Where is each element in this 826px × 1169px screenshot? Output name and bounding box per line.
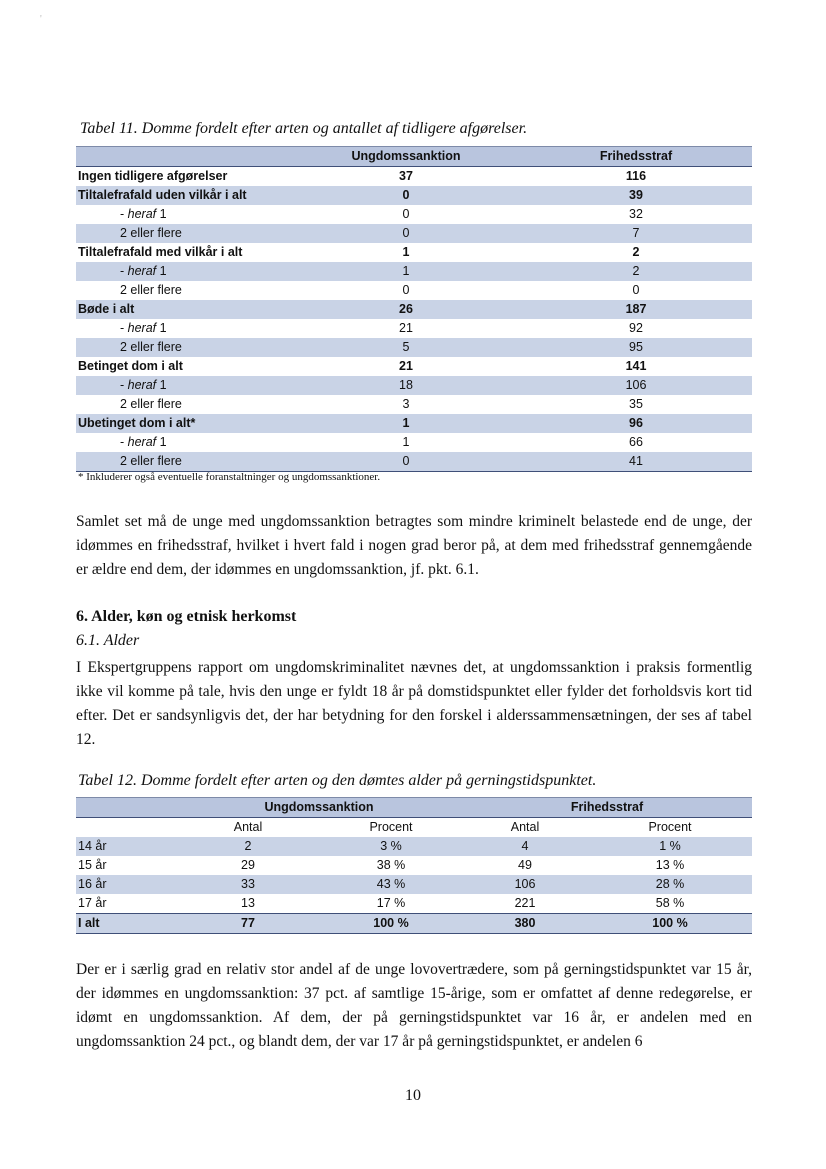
paragraph-2: I Ekspertgruppens rapport om ungdomskriminalitet nævnes det, at ungdomssanktion i praksis formentlig ikke vil komme på tale, hvis den unge er fyldt 18 år på domstidspunktet eller fylder det forholdsvis kort tid efter. Det er sandsynligvis det, der har betydning for den forskel i alderssammensætningen, der ses af tabel 12.: [76, 659, 752, 748]
table11-row-label: [76, 452, 292, 472]
row-label-text: 2 eller flere: [120, 340, 182, 354]
paragraph-1: Samlet set må de unge med ungdomssanktion betragtes som mindre kriminelt belastede end de unge, der idømmes en frihedsstraf, hvilket i hvert fald i nogen grad beror på, at dem med frihedsstraf gennemgående er ældre end dem, der idømmes en ungdomssanktion, jf. pkt. 6.1.: [76, 513, 752, 578]
table11-row-label: [76, 357, 292, 376]
table12-subheader-antal: Antal: [510, 820, 540, 834]
table12-cell: 29: [241, 858, 255, 872]
table11-row: [76, 395, 752, 414]
row-label-italic: heraf: [127, 435, 157, 449]
row-label-italic: heraf: [127, 378, 157, 392]
row-label-italic: heraf: [127, 264, 157, 278]
table11-cell-ungdomssanktion: 21: [399, 359, 413, 373]
table11-row: [76, 186, 752, 205]
table11-body: [76, 167, 752, 472]
table12-cell: 43 %: [320, 875, 462, 894]
section-heading: 6. Alder, køn og etnisk herkomst: [76, 608, 297, 625]
table11-cell-ungdomssanktion: 26: [292, 300, 520, 319]
table11-cell-frihedsstraf: 7: [520, 224, 752, 243]
table11-row-label: [76, 281, 292, 300]
table12-row-label: 17 år: [78, 896, 107, 910]
subsection-heading: 6.1. Alder: [76, 632, 140, 649]
table11-cell-ungdomssanktion: 0: [292, 224, 520, 243]
table12-cell: 100 %: [320, 914, 462, 934]
table11-cell-ungdomssanktion: 0: [402, 207, 410, 221]
row-label-suffix: 1: [156, 378, 167, 392]
table11-cell-ungdomssanktion: 1: [402, 435, 410, 449]
table12-cell: 28 %: [588, 875, 752, 894]
table12-row-label: 15 år: [78, 858, 107, 872]
table11-row-label: [76, 243, 292, 262]
table11-row: [76, 281, 752, 300]
table11-row: [76, 433, 752, 452]
table12-row: [76, 894, 752, 914]
row-label-text: 2 eller flere: [120, 283, 182, 297]
table11-row-label: [76, 376, 292, 395]
table12-cell: 2: [176, 837, 320, 856]
table11-row-label: [76, 300, 292, 319]
row-label-prefix: -: [120, 207, 128, 221]
table11-cell-ungdomssanktion: 3: [402, 397, 410, 411]
table12-subheader-row: [76, 818, 752, 838]
row-label-text: Ubetinget dom i alt*: [78, 416, 196, 430]
table12-body: [76, 837, 752, 934]
table11-row: [76, 414, 752, 433]
table12-row-label: I alt: [76, 914, 176, 934]
table11-caption: Tabel 11. Domme fordelt efter arten og antallet af tidligere afgørelser.: [80, 120, 528, 137]
table12-subheader-procent: Procent: [648, 820, 692, 834]
table12-row: [76, 856, 752, 875]
row-label-suffix: 1: [156, 264, 167, 278]
table11-cell-frihedsstraf: 66: [629, 435, 643, 449]
row-label-text: 2 eller flere: [120, 397, 182, 411]
row-label-text: Tiltalefrafald uden vilkår i alt: [78, 188, 247, 202]
table12-cell: 49: [518, 858, 532, 872]
table12-group-row: [76, 798, 752, 818]
table11-cell-frihedsstraf: 96: [520, 414, 752, 433]
table-11: [76, 146, 752, 472]
table12-cell: 3 %: [320, 837, 462, 856]
table11-cell-ungdomssanktion: 1: [402, 245, 410, 259]
table12-row-label: 16 år: [76, 875, 176, 894]
table11-cell-ungdomssanktion: 5: [292, 338, 520, 357]
table12-row: [76, 914, 752, 934]
paragraph-3: Der er i særlig grad en relativ stor andel af de unge lovovertrædere, som på gerningstidspunktet var 15 år, der idømmes en ungdomssanktion: 37 pct. af samtlige 15-årige, som er omfattet af denne redegørelse, er idømt en ungdomssanktion. Af dem, der på gerningstidspunktet var 16 år, er andelen med en ungdomssanktion 24 pct., og blandt dem, der var 17 år på gerningstidspunktet, er andelen 6: [76, 961, 752, 1050]
table12-header-empty: [76, 798, 176, 818]
table11-row: [76, 338, 752, 357]
table11-cell-frihedsstraf: 95: [520, 338, 752, 357]
table11-cell-ungdomssanktion: 0: [292, 452, 520, 472]
table12-cell: 77: [176, 914, 320, 934]
row-label-text: 2 eller flere: [120, 454, 182, 468]
table11-row-label: [76, 338, 292, 357]
row-label-italic: heraf: [127, 321, 157, 335]
table12-header-frihedsstraf: Frihedsstraf: [462, 798, 752, 818]
table11-row-label: [76, 414, 292, 433]
table11-cell-ungdomssanktion: 1: [292, 262, 520, 281]
table12-cell: 13 %: [655, 858, 685, 872]
table11-row-label: [76, 262, 292, 281]
row-label-text: Tiltalefrafald med vilkår i alt: [78, 245, 243, 259]
table12-cell: 221: [514, 896, 536, 910]
table12-cell: 33: [176, 875, 320, 894]
table11-row: [76, 376, 752, 395]
table11-row-label: [76, 395, 292, 414]
table11-row: [76, 224, 752, 243]
table11-cell-frihedsstraf: 92: [629, 321, 643, 335]
row-label-prefix: -: [120, 264, 128, 278]
table11-row-label: [76, 167, 292, 187]
table12-cell: 17 %: [376, 896, 406, 910]
row-label-text: Betinget dom i alt: [78, 359, 183, 373]
table11-header-ungdomssanktion: Ungdomssanktion: [292, 147, 520, 167]
row-label-prefix: -: [120, 378, 128, 392]
row-label-suffix: 1: [156, 207, 167, 221]
table11-cell-frihedsstraf: 141: [625, 359, 647, 373]
table11-row-label: [76, 186, 292, 205]
table11-header-empty: [76, 147, 292, 167]
table11-row: [76, 262, 752, 281]
table11-cell-ungdomssanktion: 0: [292, 186, 520, 205]
table11-header-row: [76, 147, 752, 167]
row-label-text: 2 eller flere: [120, 226, 182, 240]
row-label-suffix: 1: [156, 435, 167, 449]
table12-row-label: 14 år: [76, 837, 176, 856]
table11-row: [76, 205, 752, 224]
table11-cell-frihedsstraf: 32: [629, 207, 643, 221]
table-12: [76, 797, 752, 934]
table11-cell-ungdomssanktion: 21: [399, 321, 413, 335]
row-label-text: Ingen tidligere afgørelser: [78, 169, 228, 183]
table11-cell-frihedsstraf: 41: [520, 452, 752, 472]
table11-row: [76, 319, 752, 338]
table11-cell-ungdomssanktion: 18: [292, 376, 520, 395]
table11-row: [76, 243, 752, 262]
table12-cell: 100 %: [588, 914, 752, 934]
table11-footnote: * Inkluderer også eventuelle foranstaltninger og ungdomssanktioner.: [78, 471, 381, 483]
table12-row: [76, 875, 752, 894]
row-label-prefix: -: [120, 435, 128, 449]
table12-cell: 380: [462, 914, 588, 934]
table12-header-ungdomssanktion: Ungdomssanktion: [176, 798, 462, 818]
table11-cell-frihedsstraf: 35: [629, 397, 643, 411]
table11-cell-frihedsstraf: 39: [520, 186, 752, 205]
table11-row: [76, 300, 752, 319]
table12-cell: 1 %: [588, 837, 752, 856]
table12-cell: 4: [462, 837, 588, 856]
table12-subheader-procent: Procent: [369, 820, 413, 834]
table12-subheader-empty: [76, 818, 176, 838]
table12-subheader-antal: Antal: [233, 820, 263, 834]
scan-mark: ': [40, 14, 42, 25]
table12-cell: 106: [462, 875, 588, 894]
table12-cell: 13: [241, 896, 255, 910]
table11-cell-frihedsstraf: 116: [625, 169, 647, 183]
table12-cell: 38 %: [376, 858, 406, 872]
table11-cell-frihedsstraf: 187: [520, 300, 752, 319]
table11-cell-ungdomssanktion: 37: [399, 169, 413, 183]
table11-cell-ungdomssanktion: 1: [292, 414, 520, 433]
table11-row: [76, 452, 752, 472]
table11-cell-frihedsstraf: 2: [520, 262, 752, 281]
page-number: 10: [405, 1087, 421, 1104]
row-label-text: Bøde i alt: [78, 302, 135, 316]
table11-cell-frihedsstraf: 106: [520, 376, 752, 395]
table11-row-label: [76, 433, 292, 452]
table12-cell: 58 %: [655, 896, 685, 910]
table11-row-label: [76, 205, 292, 224]
table11-row: [76, 357, 752, 376]
row-label-suffix: 1: [156, 321, 167, 335]
table11-header-frihedsstraf: Frihedsstraf: [520, 147, 752, 167]
table11-row-label: [76, 224, 292, 243]
table11-cell-ungdomssanktion: 0: [402, 283, 410, 297]
table11-row: [76, 167, 752, 187]
table11-cell-frihedsstraf: 0: [632, 283, 640, 297]
table12-caption: Tabel 12. Domme fordelt efter arten og den dømtes alder på gerningstidspunktet.: [78, 772, 597, 789]
table12-row: [76, 837, 752, 856]
row-label-italic: heraf: [127, 207, 157, 221]
row-label-prefix: -: [120, 321, 128, 335]
table11-cell-frihedsstraf: 2: [632, 245, 640, 259]
table11-row-label: [76, 319, 292, 338]
